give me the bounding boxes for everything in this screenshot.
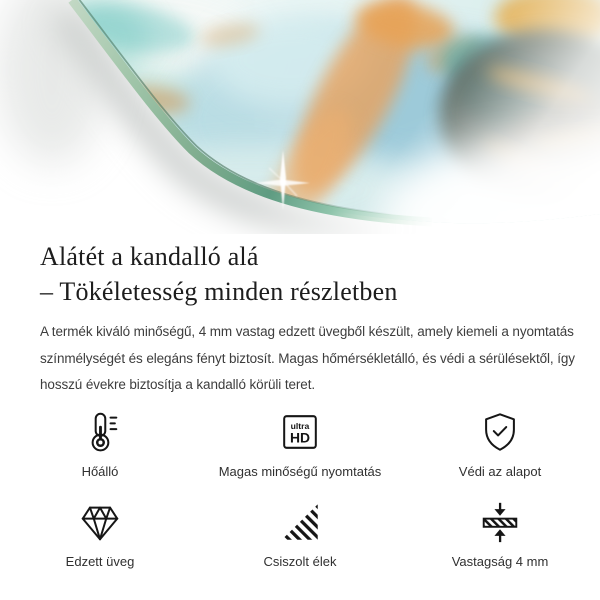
product-photo [0, 0, 600, 234]
feature-print-quality [200, 407, 400, 479]
thermometer-icon [77, 407, 123, 455]
glass-disc-image [0, 0, 600, 234]
diamond-icon [77, 497, 123, 545]
page-title-line1: Alátét a kandalló alá [40, 242, 259, 271]
page-title [40, 239, 560, 309]
thickness-icon [477, 497, 523, 545]
page-title-line2: – Tökéletesség minden részletben [40, 277, 398, 306]
feature-label: Csiszolt élek [263, 553, 337, 569]
shield-check-icon [477, 407, 523, 455]
feature-polished-edges [200, 497, 400, 569]
feature-tempered-glass [0, 497, 200, 569]
feature-label: Magas minőségű nyomtatás [218, 463, 382, 479]
feature-thickness [400, 497, 600, 569]
feature-label: Hőálló [81, 463, 119, 479]
feature-heat-resistant [0, 407, 200, 479]
feature-protects-base [400, 407, 600, 479]
ultra-hd-icon [277, 407, 323, 455]
ultra-hd-badge-top: ultra [290, 420, 310, 431]
ultra-hd-badge-bottom: HD [289, 429, 311, 446]
feature-grid [0, 407, 600, 569]
product-description: A termék kiváló minőségű, 4 mm vastag edzett üvegből készült, amely kiemeli a nyomtatás színmélységét és elegáns fényt biztosít. Magas hőmérsékletálló, és védi a sérülésektől, így hosszú évekre biztosítja a kandalló körüli teret. [40, 324, 575, 392]
feature-label: Edzett üveg [65, 553, 135, 569]
polished-edges-icon [277, 497, 323, 545]
feature-label: Vastagság 4 mm [451, 553, 549, 569]
feature-label: Védi az alapot [458, 463, 542, 479]
